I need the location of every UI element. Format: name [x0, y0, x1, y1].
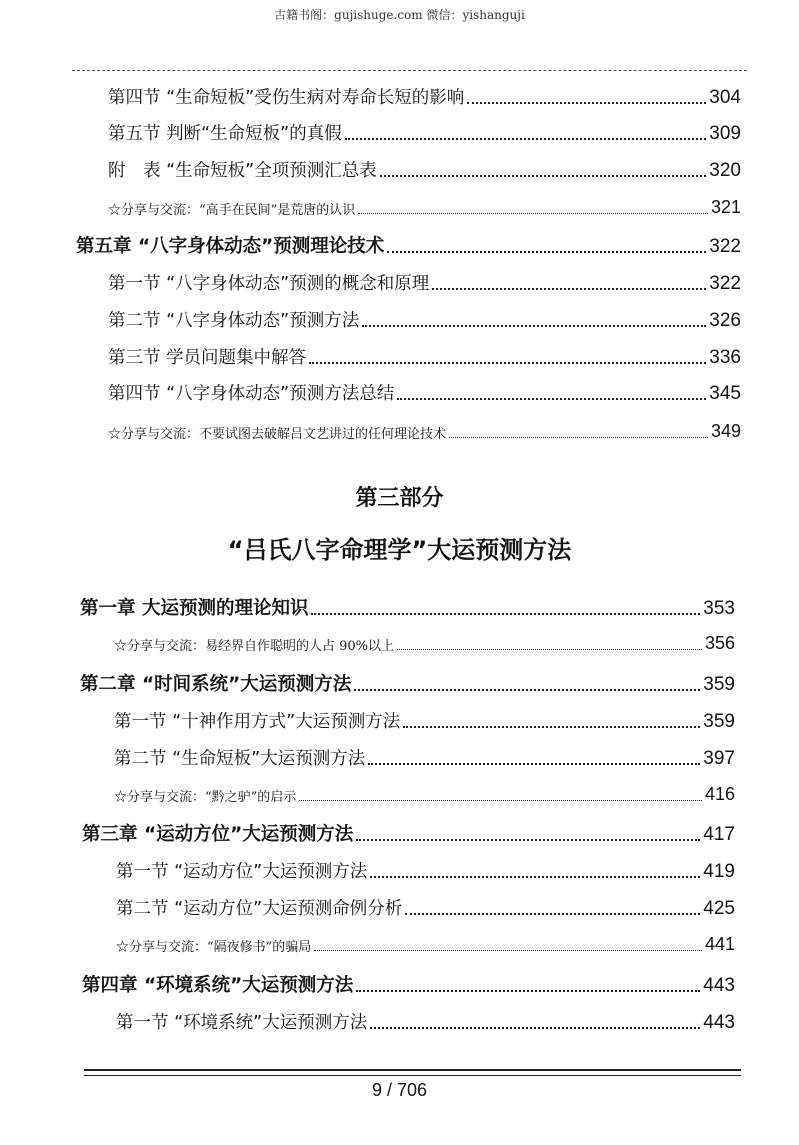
- dot-leader: [345, 138, 707, 140]
- top-divider: [72, 70, 747, 71]
- toc-chapter[interactable]: [80, 594, 735, 620]
- toc-entry-title: 第四节 “八字身体动态”预测方法总结: [108, 384, 395, 404]
- toc-entry-share[interactable]: [108, 196, 741, 218]
- toc-entry-page: 359: [703, 711, 735, 732]
- toc-entry-page: 322: [709, 236, 741, 257]
- part-title: “吕氏八字命理学”大运预测方法: [227, 536, 572, 564]
- toc-entry[interactable]: [114, 744, 735, 770]
- toc-entry[interactable]: [114, 707, 735, 733]
- toc-entry-title: 附 表 “生命短板”全项预测汇总表: [108, 161, 377, 181]
- toc-entry-title: ☆分享与交流：“隔夜修书”的骗局: [116, 940, 312, 955]
- toc-chapter[interactable]: [80, 670, 735, 696]
- toc-entry-page: 353: [703, 598, 735, 619]
- page-indicator: 9 / 706: [371, 1080, 428, 1100]
- part-label: 第三部分: [355, 486, 444, 511]
- dot-leader: [362, 325, 706, 327]
- dot-leader: [387, 251, 706, 253]
- dot-leader: [380, 175, 707, 177]
- toc-entry-title: ☆分享与交流：易经界自作聪明的人占 90%以上: [114, 639, 395, 654]
- toc-entry-title: 第五章 “八字身体动态”预测理论技术: [76, 236, 385, 257]
- dot-leader: [311, 613, 700, 615]
- toc-entry[interactable]: [108, 119, 741, 145]
- toc-entry[interactable]: [116, 857, 735, 883]
- toc-entry-title: 第一节 “八字身体动态”预测的概念和原理: [108, 274, 430, 294]
- dot-leader: [449, 437, 708, 438]
- toc-entry[interactable]: [108, 379, 741, 405]
- toc-entry-page: 425: [703, 898, 735, 919]
- toc-entry-page: 320: [709, 160, 741, 181]
- toc-entry-page: 443: [703, 1012, 735, 1033]
- dot-leader: [397, 649, 702, 650]
- dot-leader: [368, 763, 700, 765]
- toc-entry-page: 349: [710, 421, 741, 441]
- dot-leader: [370, 876, 700, 878]
- toc-entry-page: 416: [704, 784, 735, 804]
- toc-entry[interactable]: [116, 894, 735, 920]
- toc-entry-page: 417: [703, 824, 735, 845]
- toc-entry-title: 第一节 “环境系统”大运预测方法: [116, 1013, 368, 1033]
- dot-leader: [354, 689, 700, 691]
- toc-entry-page: 304: [709, 87, 741, 108]
- toc-entry-page: 345: [709, 383, 741, 404]
- toc-entry-title: 第三节 学员问题集中解答: [108, 348, 307, 368]
- watermark-text: 古籍书阁：gujishuge.com 微信：yishanguji: [274, 8, 525, 22]
- toc-entry-share[interactable]: [108, 420, 741, 442]
- toc-entry-page: 397: [703, 748, 735, 769]
- toc-entry-page: 419: [703, 861, 735, 882]
- toc-entry[interactable]: [108, 343, 741, 369]
- toc-entry-title: 第四章 “环境系统”大运预测方法: [82, 975, 354, 996]
- dot-leader: [314, 950, 702, 951]
- toc-entry[interactable]: [108, 306, 741, 332]
- toc-entry-page: 359: [703, 674, 735, 695]
- dot-leader: [356, 839, 700, 841]
- toc-chapter[interactable]: [82, 820, 735, 846]
- toc-chapter[interactable]: [76, 232, 741, 258]
- dot-leader: [358, 213, 708, 214]
- toc-entry-page: 326: [709, 310, 741, 331]
- dot-leader: [299, 800, 702, 801]
- toc-entry-page: 336: [709, 347, 741, 368]
- toc-entry-title: 第四节 “生命短板”受伤生病对寿命长短的影响: [108, 88, 465, 108]
- dot-leader: [403, 726, 700, 728]
- toc-chapter[interactable]: [82, 971, 735, 997]
- toc-entry-share[interactable]: [116, 933, 735, 955]
- toc-entry-page: 441: [704, 934, 735, 954]
- toc-entry-share[interactable]: [114, 783, 735, 805]
- toc-entry-title: 第一章 大运预测的理论知识: [80, 598, 309, 619]
- toc-entry-share[interactable]: [114, 632, 735, 654]
- toc-entry-page: 321: [710, 197, 741, 217]
- toc-entry[interactable]: [116, 1008, 735, 1034]
- toc-entry-title: 第二章 “时间系统”大运预测方法: [80, 674, 352, 695]
- toc-entry-page: 443: [703, 975, 735, 996]
- dot-leader: [405, 913, 700, 915]
- toc-entry-page: 322: [709, 273, 741, 294]
- toc-entry-title: ☆分享与交流：不要试图去破解吕文艺讲过的任何理论技术: [108, 427, 447, 442]
- dot-leader: [467, 102, 706, 104]
- dot-leader: [309, 362, 706, 364]
- toc-entry-title: ☆分享与交流：“黔之驴”的启示: [114, 790, 297, 805]
- toc-entry-title: 第二节 “生命短板”大运预测方法: [114, 749, 366, 769]
- toc-entry-page: 356: [704, 633, 735, 653]
- bottom-divider: [84, 1069, 741, 1076]
- toc-entry-title: 第二节 “八字身体动态”预测方法: [108, 311, 360, 331]
- toc-entry[interactable]: [108, 269, 741, 295]
- toc-entry-title: 第一节 “十神作用方式”大运预测方法: [114, 712, 401, 732]
- toc-entry-title: ☆分享与交流：“高手在民间”是荒唐的认识: [108, 203, 356, 218]
- toc-entry-title: 第二节 “运动方位”大运预测命例分析: [116, 899, 403, 919]
- toc-entry-title: 第一节 “运动方位”大运预测方法: [116, 862, 368, 882]
- dot-leader: [432, 288, 706, 290]
- toc-entry-title: 第三章 “运动方位”大运预测方法: [82, 824, 354, 845]
- dot-leader: [356, 990, 700, 992]
- toc-entry[interactable]: [108, 83, 741, 109]
- toc-entry-page: 309: [709, 123, 741, 144]
- dot-leader: [397, 398, 706, 400]
- toc-entry-title: 第五节 判断“生命短板”的真假: [108, 124, 342, 144]
- toc-entry[interactable]: [108, 156, 741, 182]
- dot-leader: [370, 1027, 700, 1029]
